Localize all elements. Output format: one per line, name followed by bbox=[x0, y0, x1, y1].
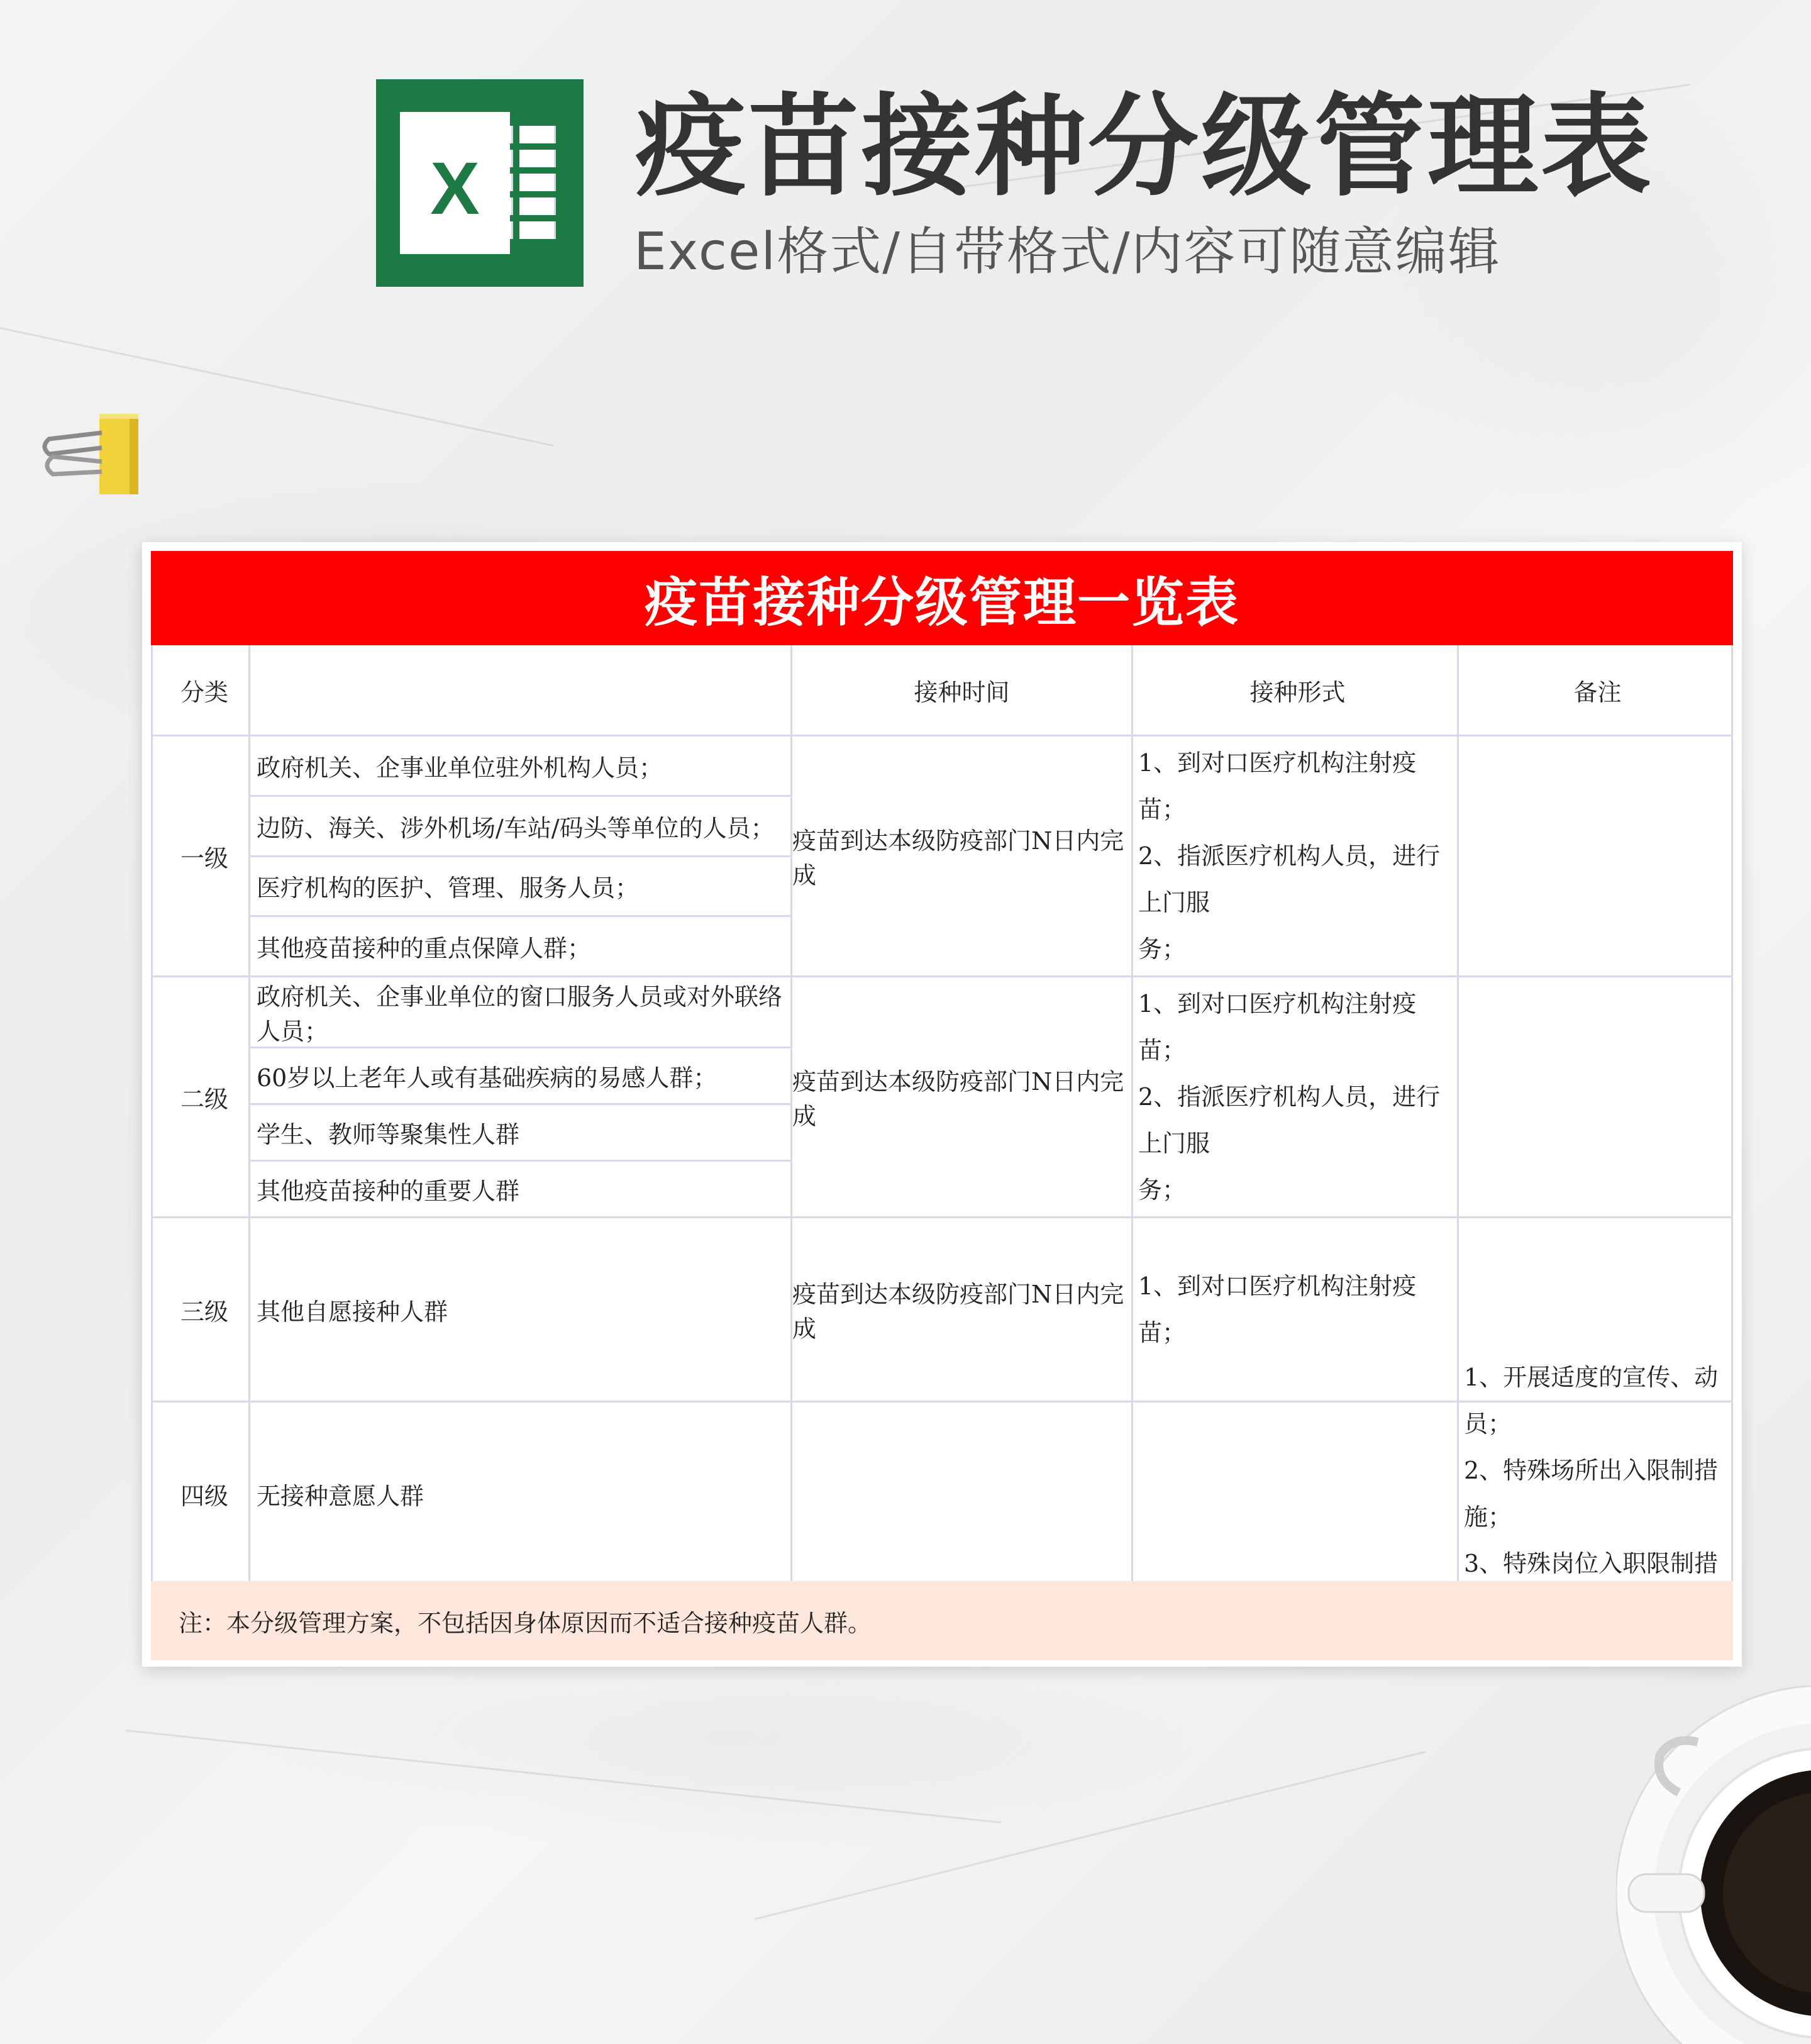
header-remark: 备注 bbox=[1459, 645, 1733, 735]
groups-cell bbox=[250, 977, 792, 1216]
form-cell bbox=[1133, 1218, 1459, 1401]
category-cell: 四级 bbox=[151, 1402, 250, 1585]
marble-vein bbox=[755, 1751, 1426, 1920]
table-row bbox=[151, 1364, 1733, 1587]
form-cell bbox=[1133, 1402, 1459, 1585]
time-cell: 疫苗到达本级防疫部门N日内完成 bbox=[792, 1218, 1133, 1401]
remark-cell bbox=[1459, 736, 1733, 975]
category-cell: 一级 bbox=[151, 736, 250, 975]
grading-table bbox=[151, 645, 1733, 1587]
page-subtitle: Excel格式/自带格式/内容可随意编辑 bbox=[634, 222, 1501, 282]
time-cell: 疫苗到达本级防疫部门N日内完成 bbox=[792, 736, 1133, 975]
table-row bbox=[151, 977, 1733, 1218]
header-blank bbox=[250, 645, 792, 735]
category-cell: 二级 bbox=[151, 977, 250, 1216]
groups-cell bbox=[250, 736, 792, 975]
table-note: 注：本分级管理方案，不包括因身体原因而不适合接种疫苗人群。 bbox=[151, 1581, 1733, 1660]
remark-cell bbox=[1459, 1364, 1733, 1585]
excel-page bbox=[400, 112, 510, 254]
table-title: 疫苗接种分级管理一览表 bbox=[151, 551, 1733, 645]
header-form: 接种形式 bbox=[1133, 645, 1459, 735]
form-line: 2、指派医疗机构人员，进行上门服 bbox=[1138, 1083, 1441, 1157]
coffee-cup-icon bbox=[1616, 1686, 1811, 2044]
groups-cell bbox=[250, 1402, 792, 1585]
remark-line: 2、特殊场所出入限制措施； bbox=[1464, 1457, 1719, 1531]
table-row bbox=[151, 736, 1733, 977]
header-time: 接种时间 bbox=[792, 645, 1133, 735]
excel-x-letter: X bbox=[430, 147, 480, 230]
table-card bbox=[142, 542, 1742, 1667]
form-line: 2、指派医疗机构人员，进行上门服 bbox=[1138, 842, 1441, 916]
group-item: 政府机关、企事业单位的窗口服务人员或对外联络人员； bbox=[250, 977, 790, 1048]
form-line: 1、到对口医疗机构注射疫苗； bbox=[1138, 990, 1417, 1064]
group-item: 政府机关、企事业单位驻外机构人员； bbox=[250, 736, 790, 797]
form-line: 务； bbox=[1138, 935, 1187, 963]
time-cell bbox=[792, 1402, 1133, 1585]
group-item: 无接种意愿人群 bbox=[257, 1482, 424, 1510]
group-item: 其他自愿接种人群 bbox=[257, 1297, 448, 1326]
form-cell bbox=[1133, 977, 1459, 1216]
category-cell: 三级 bbox=[151, 1218, 250, 1401]
time-cell: 疫苗到达本级防疫部门N日内完成 bbox=[792, 977, 1133, 1216]
header-category: 分类 bbox=[151, 645, 250, 735]
excel-logo-icon bbox=[376, 79, 584, 287]
groups-cell bbox=[250, 1218, 792, 1401]
form-line: 1、到对口医疗机构注射疫苗； bbox=[1138, 749, 1417, 823]
remark-line: 3、特殊岗位入职限制措 bbox=[1464, 1550, 1719, 1577]
remark-cell bbox=[1459, 977, 1733, 1216]
page-title: 疫苗接种分级管理表 bbox=[635, 82, 1654, 211]
group-item: 边防、海关、涉外机场/车站/码头等单位的人员； bbox=[250, 797, 790, 857]
form-line: 务； bbox=[1138, 1176, 1187, 1204]
table-header-row bbox=[151, 645, 1733, 736]
binder-clip-icon bbox=[36, 409, 150, 497]
marble-vein bbox=[126, 1730, 1002, 1823]
group-item: 医疗机构的医护、管理、服务人员； bbox=[250, 857, 790, 918]
group-item: 其他疫苗接种的重点保障人群； bbox=[257, 935, 592, 963]
group-item: 60岁以上老年人或有基础疾病的易感人群； bbox=[250, 1048, 790, 1105]
group-item: 学生、教师等聚集性人群 bbox=[250, 1105, 790, 1162]
form-line: 1、到对口医疗机构注射疫苗； bbox=[1138, 1272, 1417, 1347]
remark-line: 1、开展适度的宣传、动员； bbox=[1464, 1364, 1719, 1438]
form-cell bbox=[1133, 736, 1459, 975]
group-item: 其他疫苗接种的重要人群 bbox=[257, 1177, 520, 1205]
